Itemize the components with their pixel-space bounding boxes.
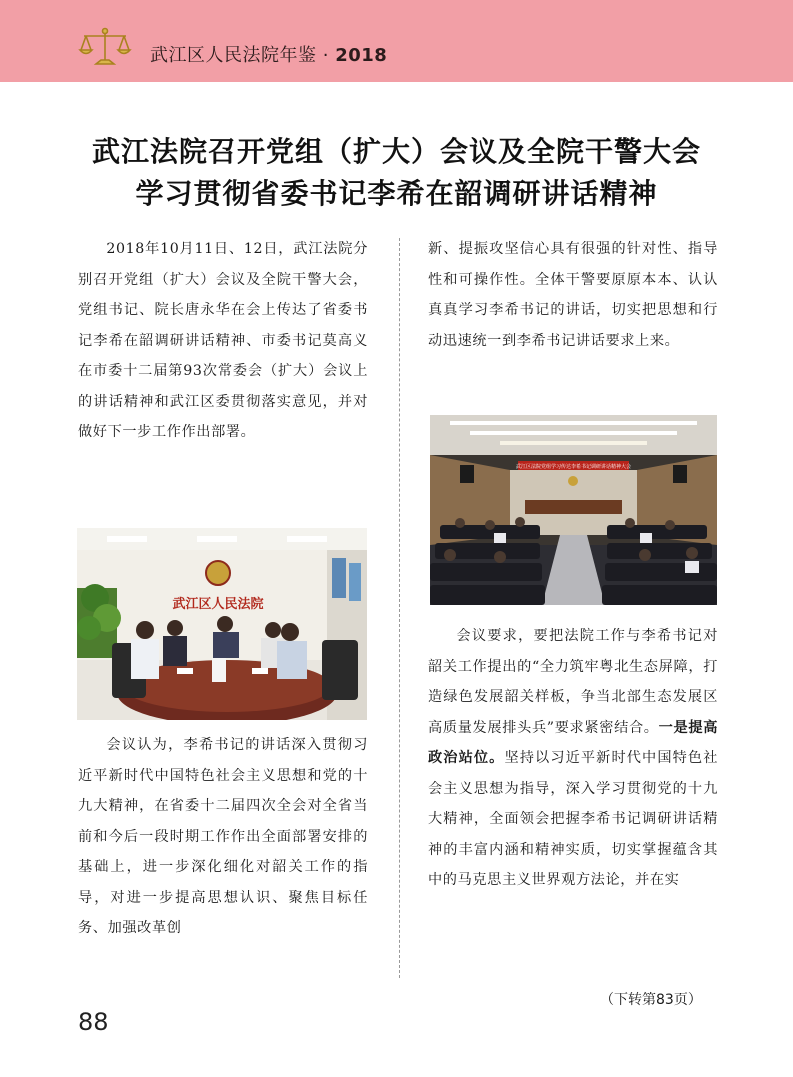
left-column-bottom bbox=[78, 730, 368, 944]
meeting-photo-2 bbox=[430, 415, 717, 605]
courthouse-sign: 武江区人民法院 bbox=[172, 597, 264, 612]
paragraph-text: 坚持以习近平新时代中国特色社会主义思想为指导，深入学习贯彻党的十九大精神，全面领会把握李希书记调研讲话精神的丰富内涵和精神实质，切实掌握蕴含其中的马克思主义世界观方法论，并在实 bbox=[428, 750, 718, 888]
left-column-top bbox=[78, 234, 368, 448]
page-number: 88 bbox=[78, 1008, 109, 1036]
column-divider bbox=[399, 238, 400, 978]
paragraph: 会议认为，李希书记的讲话深入贯彻习近平新时代中国特色社会主义思想和党的十九大精神，在省委十二届四次全会对全省当前和今后一段时期工作作出全面部署安排的基础上，进一步深化细化对韶关工作的指导，对进一步提高思想认识、聚焦目标任务、加强改革创 bbox=[78, 737, 368, 936]
yearbook-header bbox=[0, 0, 793, 82]
right-column-bottom bbox=[428, 621, 718, 896]
paragraph bbox=[428, 621, 718, 896]
bold-lead: 一是提高政治站位。 bbox=[428, 719, 718, 766]
right-column-top bbox=[428, 234, 718, 356]
yearbook-name: 武江区人民法院年鉴 bbox=[150, 45, 317, 66]
article-title-line1: 武江法院召开党组（扩大）会议及全院干警大会 bbox=[91, 135, 701, 168]
meeting-photo-1 bbox=[77, 528, 367, 720]
meeting-banner: 武江区法院党组学习传达李希书记调研讲话精神大会 bbox=[515, 464, 632, 470]
paragraph: 2018年10月11日、12日，武江法院分别召开党组（扩大）会议及全院干警大会，党组书记、院长唐永华在会上传达了省委书记李希在韶调研讲话精神、市委书记莫高义在市委十二届第93次常委会（扩大）会议上的讲话精神和武江区委贯彻落实意见，并对做好下一步工作作出部署。 bbox=[78, 241, 368, 440]
article-title-line2: 学习贯彻省委书记李希在韶调研讲话精神 bbox=[135, 177, 658, 210]
continued-note: （下转第83页） bbox=[600, 992, 702, 1008]
scales-of-justice-icon bbox=[78, 26, 132, 68]
title-separator: · bbox=[322, 45, 329, 66]
paragraph: 新、提振攻坚信心具有很强的针对性、指导性和可操作性。全体干警要原原本本、认认真真学习李希书记的讲话，切实把思想和行动迅速统一到李希书记讲话要求上来。 bbox=[428, 241, 718, 349]
yearbook-title bbox=[150, 41, 387, 67]
yearbook-year: 2018 bbox=[335, 45, 388, 66]
paragraph-text: 会议要求，要把法院工作与李希书记对韶关工作提出的“全力筑牢粤北生态屏障，打造绿色发展韶关样板，争当北部生态发展区高质量发展排头兵”要求紧密结合。 bbox=[428, 628, 718, 736]
